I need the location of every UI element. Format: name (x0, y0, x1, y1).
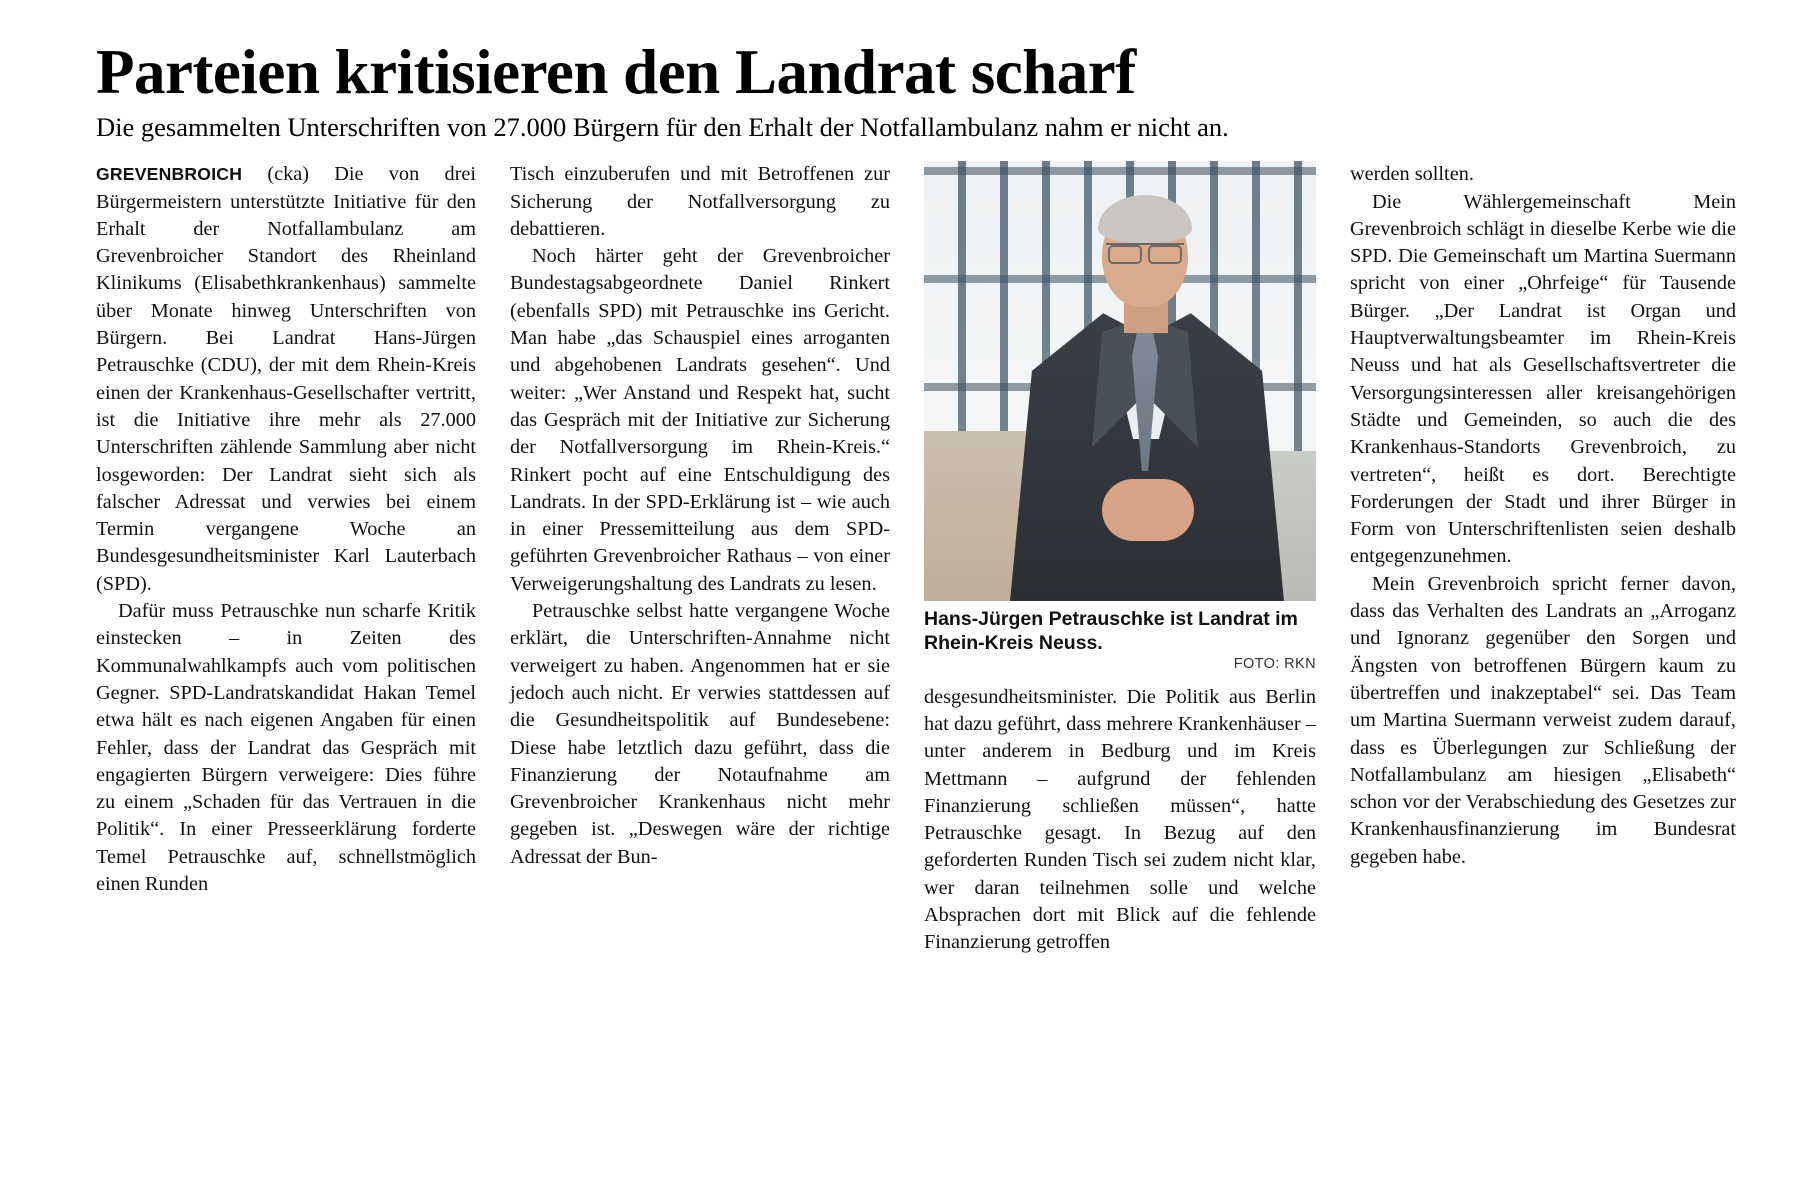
paragraph: Mein Grevenbroich spricht ferner davon, dass das Verhalten des Landrats an „Arroganz und Ignoranz gegenüber den Sorgen und Ängsten von betroffenen Bürgern kaum zu übertreffen und inakzeptabel“ sei. Das Team um Martina Suermann verweist zudem darauf, dass es Überlegungen zur Schließung der Notfallambulanz am hiesigen „Elisabeth“ schon vor der Verabschiedung des Gesetzes zur Krankenhausfinanzierung im Bundesrat gegeben habe. (1350, 572, 1736, 868)
paragraph: Die Wählergemeinschaft Mein Grevenbroich schlägt in dieselbe Kerbe wie die SPD. Die Gemeinschaft um Martina Suermann spricht von einer „Ohrfeige“ für Tausende Bürger. „Der Landrat ist Organ und Hauptverwaltungsbeamter im Rhein-Kreis Neuss und hat als Gesellschaftsvertreter die Versorgungsinteressen aller kreisangehörigen Städte und Gemeinden, so auch die des Krankenhaus-Standorts Grevenbroich, zu vertreten“, heißt es dort. Berechtigte Forderungen der Stadt und ihrer Bürger in Form von Unterschriftenlisten seien deshalb entgegenzunehmen. (1350, 190, 1736, 568)
column-1 (96, 161, 476, 898)
paragraph: Dafür muss Petrauschke nun scharfe Kritik einstecken – in Zeiten des Kommunalwahlkampfs auch vom politischen Gegner. SPD-Landratskandidat Hakan Temel etwa hält es nach eigenen Angaben für einen Fehler, dass der Landrat das Gespräch mit engagierten Bürgern verweigere: Dies führe zu einem „Schaden für das Vertrauen in die Politik“. In einer Presseerklärung forderte Temel Petrauschke auf, schnellstmöglich einen Runden (96, 600, 476, 896)
article-columns (96, 161, 1736, 956)
article-photo-figure (924, 161, 1316, 675)
photo-hands (1102, 479, 1194, 541)
article-subhead: Die gesammelten Unterschriften von 27.000 Bürgern für den Erhalt der Notfallambulanz nahm er nicht an. (96, 112, 1229, 143)
paragraph: Tisch einzuberufen und mit Betroffenen zur Sicherung der Notfallversorgung zu debattieren. (510, 163, 890, 240)
column-3 (924, 161, 1316, 956)
column-4 (1350, 161, 1736, 871)
paragraph-text: Die von drei Bürgermeistern unterstützte Initiative für den Erhalt der Notfallambulanz am Grevenbroicher Standort des Rheinland Klinikums (Elisabethkrankenhaus) sammelte über Monate hinweg Unterschriften von Bürgern. Bei Landrat Hans-Jürgen Petrauschke (CDU), der mit dem Rhein-Kreis einen der Krankenhaus-Gesellschafter vertritt, ist die Initiative ihre mehr als 27.000 Unterschriften zählende Sammlung aber nicht losgeworden: Der Landrat sieht sich als falscher Adressat und verwies bei einem Termin vergangene Woche an Bundesgesundheitsminister Karl Lauterbach (SPD). (96, 163, 476, 595)
dateline: GREVENBROICH (96, 164, 243, 185)
column-2 (510, 161, 890, 871)
photo-portrait-petrauschke (924, 161, 1316, 601)
page-title: Parteien kritisieren den Landrat scharf (96, 37, 1136, 107)
photo-caption (924, 607, 1316, 675)
byline: (cka) (267, 163, 310, 186)
paragraph: desgesundheitsminister. Die Politik aus Berlin hat dazu geführt, dass mehrere Krankenhäuser – unter anderem in Bedburg und im Kreis Mettmann – aufgrund der fehlenden Finanzierung schließen müssen“, hatte Petrauschke gesagt. In Bezug auf den geforderten Runden Tisch sei zudem nicht klar, wer daran teilnehmen solle und welche Absprachen dort mit Blick auf die fehlende Finanzierung getroffen (924, 685, 1316, 954)
photo-credit: FOTO: RKN (1233, 655, 1316, 672)
glasses-icon (1106, 243, 1184, 261)
paragraph: Petrauschke selbst hatte vergangene Woche erklärt, die Unterschriften-Annahme nicht verweigert zu haben. Angenommen hat er sie jedoch auch nicht. Er verwies stattdessen auf die Gesundheitspolitik auf Bundesebene: Diese habe letztlich dazu geführt, dass die Finanzierung der Notaufnahme am Grevenbroicher Krankenhaus nicht mehr gegeben ist. „Deswegen wäre der richtige Adressat der Bun- (510, 600, 890, 868)
paragraph (96, 161, 476, 598)
paragraph: werden sollten. (1350, 163, 1474, 186)
photo-caption-text: Hans-Jürgen Petrauschke ist Landrat im Rhein-Kreis Neuss. (924, 608, 1298, 655)
paragraph: Noch härter geht der Grevenbroicher Bundestagsabgeordnete Daniel Rinkert (ebenfalls SPD) mit Petrauschke ins Gericht. Man habe „das Schauspiel eines arroganten und abgehobenen Landrats gesehen“. Und weiter: „Wer Anstand und Respekt hat, sucht das Gespräch mit der Initiative zur Sicherung der Notfallversorgung im Rhein-Kreis.“ Rinkert pocht auf eine Entschuldigung des Landrats. In der SPD-Erklärung ist – wie auch in einer Pressemitteilung aus dem SPD-geführten Grevenbroicher Rathaus – von einer Verweigerungshaltung des Landrats zu lesen. (510, 245, 890, 595)
